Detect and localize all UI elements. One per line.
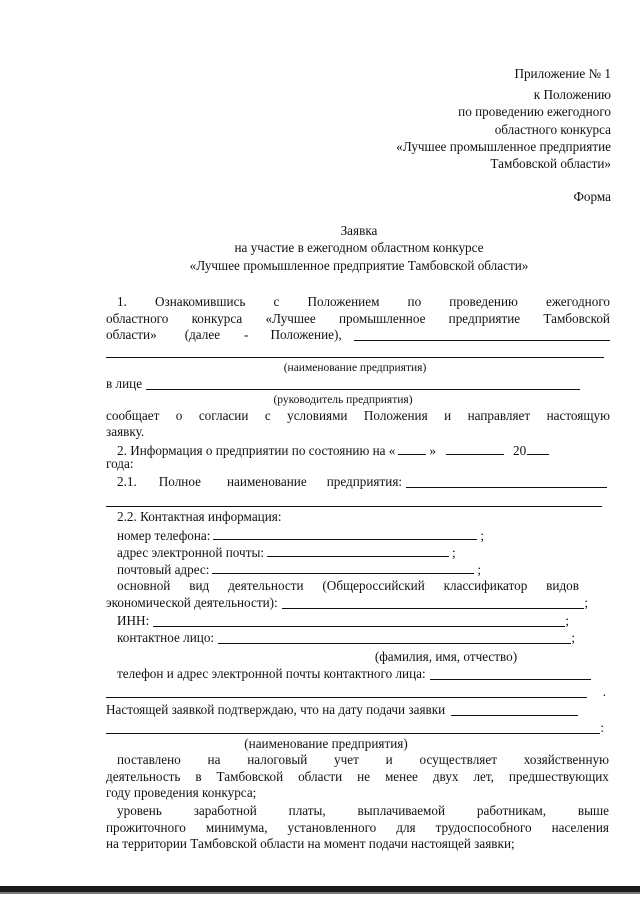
header-line-3: по проведению ежегодного	[458, 104, 611, 119]
header-line-5: «Лучшее промышленное предприятие	[396, 139, 611, 154]
p1-line-1: 1. Ознакомившись с Положением по проведению ежегодного	[117, 294, 610, 309]
full-name-line[interactable]	[106, 506, 602, 507]
postal-field[interactable]	[212, 560, 474, 574]
cond1-line-2: деятельность в Тамбовской области не менее двух лет, предшествующих	[106, 769, 609, 784]
caption-head: (руководитель предприятия)	[273, 394, 413, 406]
contact-heading: 2.2. Контактная информация:	[117, 509, 282, 524]
postal-row: почтовый адрес: ;	[117, 562, 482, 577]
caption-enterprise-2: (наименование предприятия)	[244, 736, 408, 751]
in-person-line: в лице	[106, 376, 580, 392]
confirm-row: Настоящей заявкой подтверждаю, что на дату подачи заявки	[106, 702, 578, 718]
enterprise-name-line[interactable]	[106, 357, 604, 358]
p21-line: 2.1. Полное наименование предприятия:	[117, 474, 607, 490]
day-field[interactable]	[398, 441, 426, 455]
cond1-line-1: поставлено на налоговый учет и осуществляет хозяйственную	[117, 752, 609, 767]
person-phone-row: телефон и адрес электронной почты контактного лица:	[117, 666, 591, 682]
head-name-field[interactable]	[146, 376, 580, 390]
header-line-2: к Положению	[533, 87, 611, 102]
cond2-line-3: на территории Тамбовской области на момент подачи настоящей заявки;	[106, 836, 515, 851]
inn-field[interactable]	[153, 613, 565, 627]
caption-fio: (фамилия, имя, отчество)	[374, 649, 518, 664]
header-line-6: Тамбовской области»	[490, 156, 611, 171]
contact-person-phone-field[interactable]	[430, 666, 591, 680]
phone-field[interactable]	[213, 526, 477, 540]
confirm-line-2: :	[106, 720, 604, 736]
agree-line-1: сообщает о согласии с условиями Положения и направляет настоящую	[106, 408, 610, 423]
phone-row: номер телефона: ;	[117, 528, 485, 543]
cond2-line-1: уровень заработной платы, выплачиваемой работникам, выше	[117, 803, 609, 818]
contact-person-phone-field-2[interactable]	[106, 684, 587, 698]
header-line-1: Приложение № 1	[514, 66, 611, 81]
inn-row: ИНН: ;	[117, 613, 569, 628]
title-line-1: Заявка	[340, 223, 378, 238]
activity-field[interactable]	[282, 595, 585, 609]
activity-line-1: основной вид деятельности (Общероссийский классификатор видов	[117, 578, 579, 593]
email-field[interactable]	[267, 543, 449, 557]
title-line-3: «Лучшее промышленное предприятие Тамбовской области»	[189, 258, 529, 273]
year-field[interactable]	[527, 441, 549, 455]
confirm-enterprise-field[interactable]	[451, 702, 578, 716]
p2-line-2: года:	[106, 456, 134, 471]
p1-line-2: областного конкурса «Лучшее промышленное предприятие Тамбовской	[106, 311, 610, 326]
title-line-2: на участие в ежегодном областном конкурсе	[234, 240, 484, 255]
cond2-line-2: прожиточного минимума, установленного для трудоспособного населения	[106, 820, 609, 835]
month-field[interactable]	[446, 441, 504, 455]
header-line-4: областного конкурса	[494, 122, 611, 137]
p1-line-3: области» (далее - Положение),	[106, 327, 610, 343]
p2-line-1: 2. Информация о предприятии по состоянию на « » 20	[117, 441, 552, 459]
activity-line-2: экономической деятельности): ;	[106, 595, 588, 610]
contact-person-field[interactable]	[218, 630, 571, 644]
email-row: адрес электронной почты: ;	[117, 545, 456, 560]
person-row: контактное лицо: ;	[117, 630, 575, 645]
agree-line-2: заявку.	[106, 424, 145, 439]
confirm-enterprise-field-2[interactable]	[106, 720, 600, 734]
enterprise-name-field[interactable]	[354, 327, 610, 341]
person-phone-line-2: .	[106, 684, 606, 700]
form-label: Форма	[573, 189, 611, 204]
caption-enterprise-1: (наименование предприятия)	[283, 362, 427, 374]
scan-edge-shadow	[0, 892, 640, 894]
full-name-field[interactable]	[406, 474, 607, 488]
cond1-line-3: году проведения конкурса;	[106, 785, 257, 800]
